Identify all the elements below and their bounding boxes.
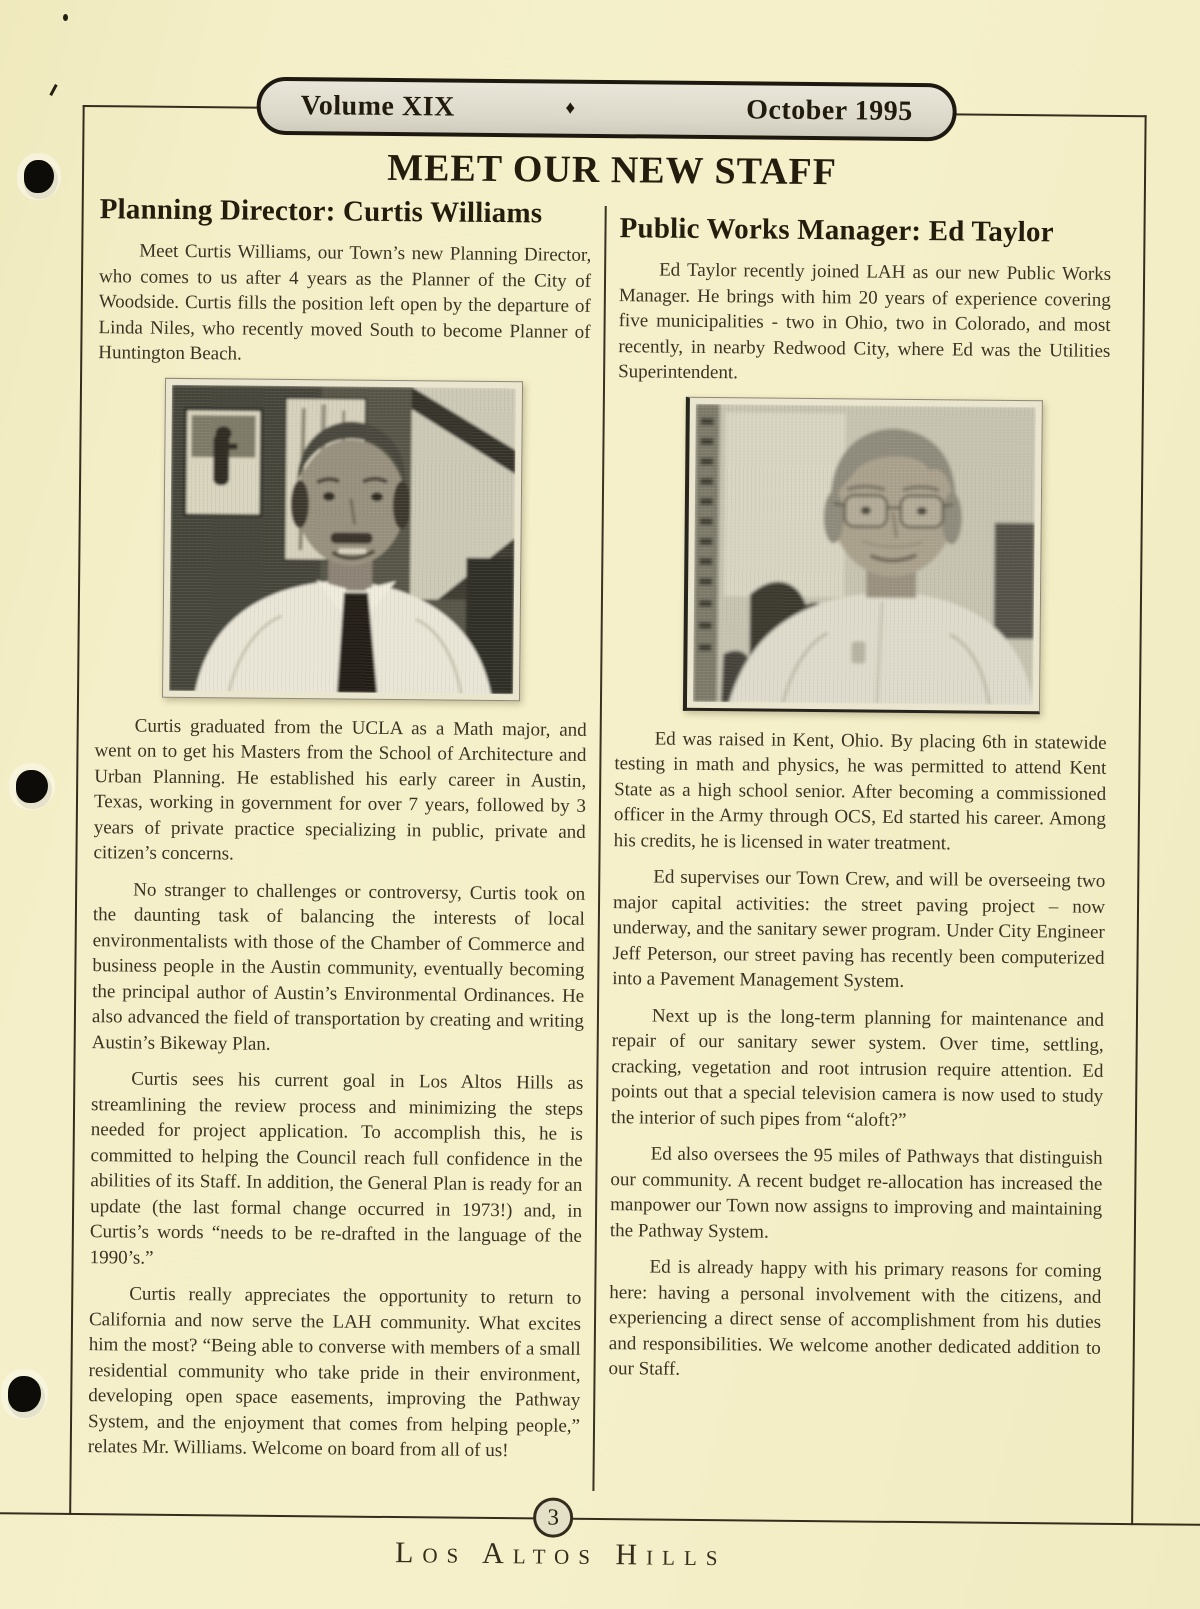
article-title: Public Works Manager: Ed Taylor (619, 212, 1054, 249)
paragraph: Ed Taylor recently joined LAH as our new Public Works Manager. He brings with him 20 years of experience covering five municipalities - two in Ohio, two in Colorado, and most recently, in nearby Redwood City, where Ed was the Utilities Superintendent. (618, 259, 1112, 384)
volume-banner (256, 77, 957, 142)
paragraph: Curtis really appreciates the opportunity to return to California and now serve the LAH community. What excites him the most? “Being able to converse with members of a small residential community who take pride in their environment, developing open space easements, improving the Pathway System, and the enjoyment that comes from helping people,” relates Mr. Williams. Welcome on board from all of us! (87, 1283, 582, 1462)
paragraph: Meet Curtis Williams, our Town’s new Planning Director, who comes to us after 4 years as the Planner of the City of Woodside. Curtis fills the position left open by the departure of Linda Niles, who recently moved South to become Planner of Huntington Beach. (98, 240, 592, 365)
paragraph: Next up is the long-term planning for maintenance and repair of our sanitary sewer system. Over time, settling, cracking, vegetation and root intrusion require attention. Ed points out that a special television camera is now used to study the interior of such pipes from “aloft?” (610, 1005, 1105, 1131)
newsletter-name: Los Altos Hills (394, 1536, 727, 1573)
paragraph: Curtis sees his current goal in Los Altos Hills as streamlining the review process and minimizing the steps needed for project application. To accomplish this, he is committed to helping the Council reach full confidence in the abilities of its Staff. In addition, the General Plan is ready for an update (the last formal change occurred in 1973!) and, in Curtis’s words “needs to be re-drafted in the language of the 1990’s.” (89, 1068, 584, 1269)
ed-taylor-photo (682, 396, 1042, 713)
article-curtis-williams (87, 193, 591, 1491)
page-number: 3 (533, 1497, 573, 1537)
article-title: Planning Director: Curtis Williams (99, 193, 543, 230)
article-ed-taylor (607, 198, 1111, 1496)
volume-label: Volume XIX (300, 90, 455, 123)
diamond-icon: ♦ (565, 97, 576, 119)
column-divider (592, 206, 606, 1491)
paragraph: Ed was raised in Kent, Ohio. By placing 6th in statewide testing in math and physics, he was permitted to attend Kent State as a high school senior. After becoming a commissioned officer in the Army through OCS, Ed started his career. Among his credits, he is licensed in water treatment. (613, 728, 1107, 854)
curtis-williams-photo (162, 377, 523, 700)
paragraph: Ed also oversees the 95 miles of Pathways that distinguish our community. A recent budget re-allocation has increased the manpower our Town now assigns to improving and maintaining the Pathway System. (609, 1143, 1103, 1243)
paragraph: Ed is already happy with his primary reasons for coming here: having a personal involvement with the citizens, and experiencing a direct sense of accomplishment from his duties and responsibilities. We welcome another dedicated addition to our Staff. (608, 1256, 1102, 1380)
paragraph: Curtis graduated from the UCLA as a Math major, and went on to get his Masters from the School of Architecture and Urban Planning. He established his early career in Austin, Texas, working in government for over 7 years, followed by 3 years of private practice specializing in public, private and citizen’s concerns. (93, 715, 587, 865)
paragraph: Ed supervises our Town Crew, and will be overseeing two major capital activities: the street paving project – now underway, and the sanitary sewer program. Under City Engineer Jeff Peterson, our street paving has recently been computerized into a Pavement Management System. (612, 866, 1106, 992)
paragraph: No stranger to challenges or controversy, Curtis took on the daunting task of balancing the interests of local environmentalists with those of the Chamber of Commerce and business people in the Austin community, eventually becoming the principal author of Austin’s Environmental Ordinances. He also advanced the field of transportation by creating and writing Austin’s Bikeway Plan. (91, 879, 586, 1055)
article-columns (87, 193, 1123, 1496)
page-title: MEET OUR NEW STAFF (386, 146, 838, 194)
issue-date: October 1995 (746, 94, 913, 127)
